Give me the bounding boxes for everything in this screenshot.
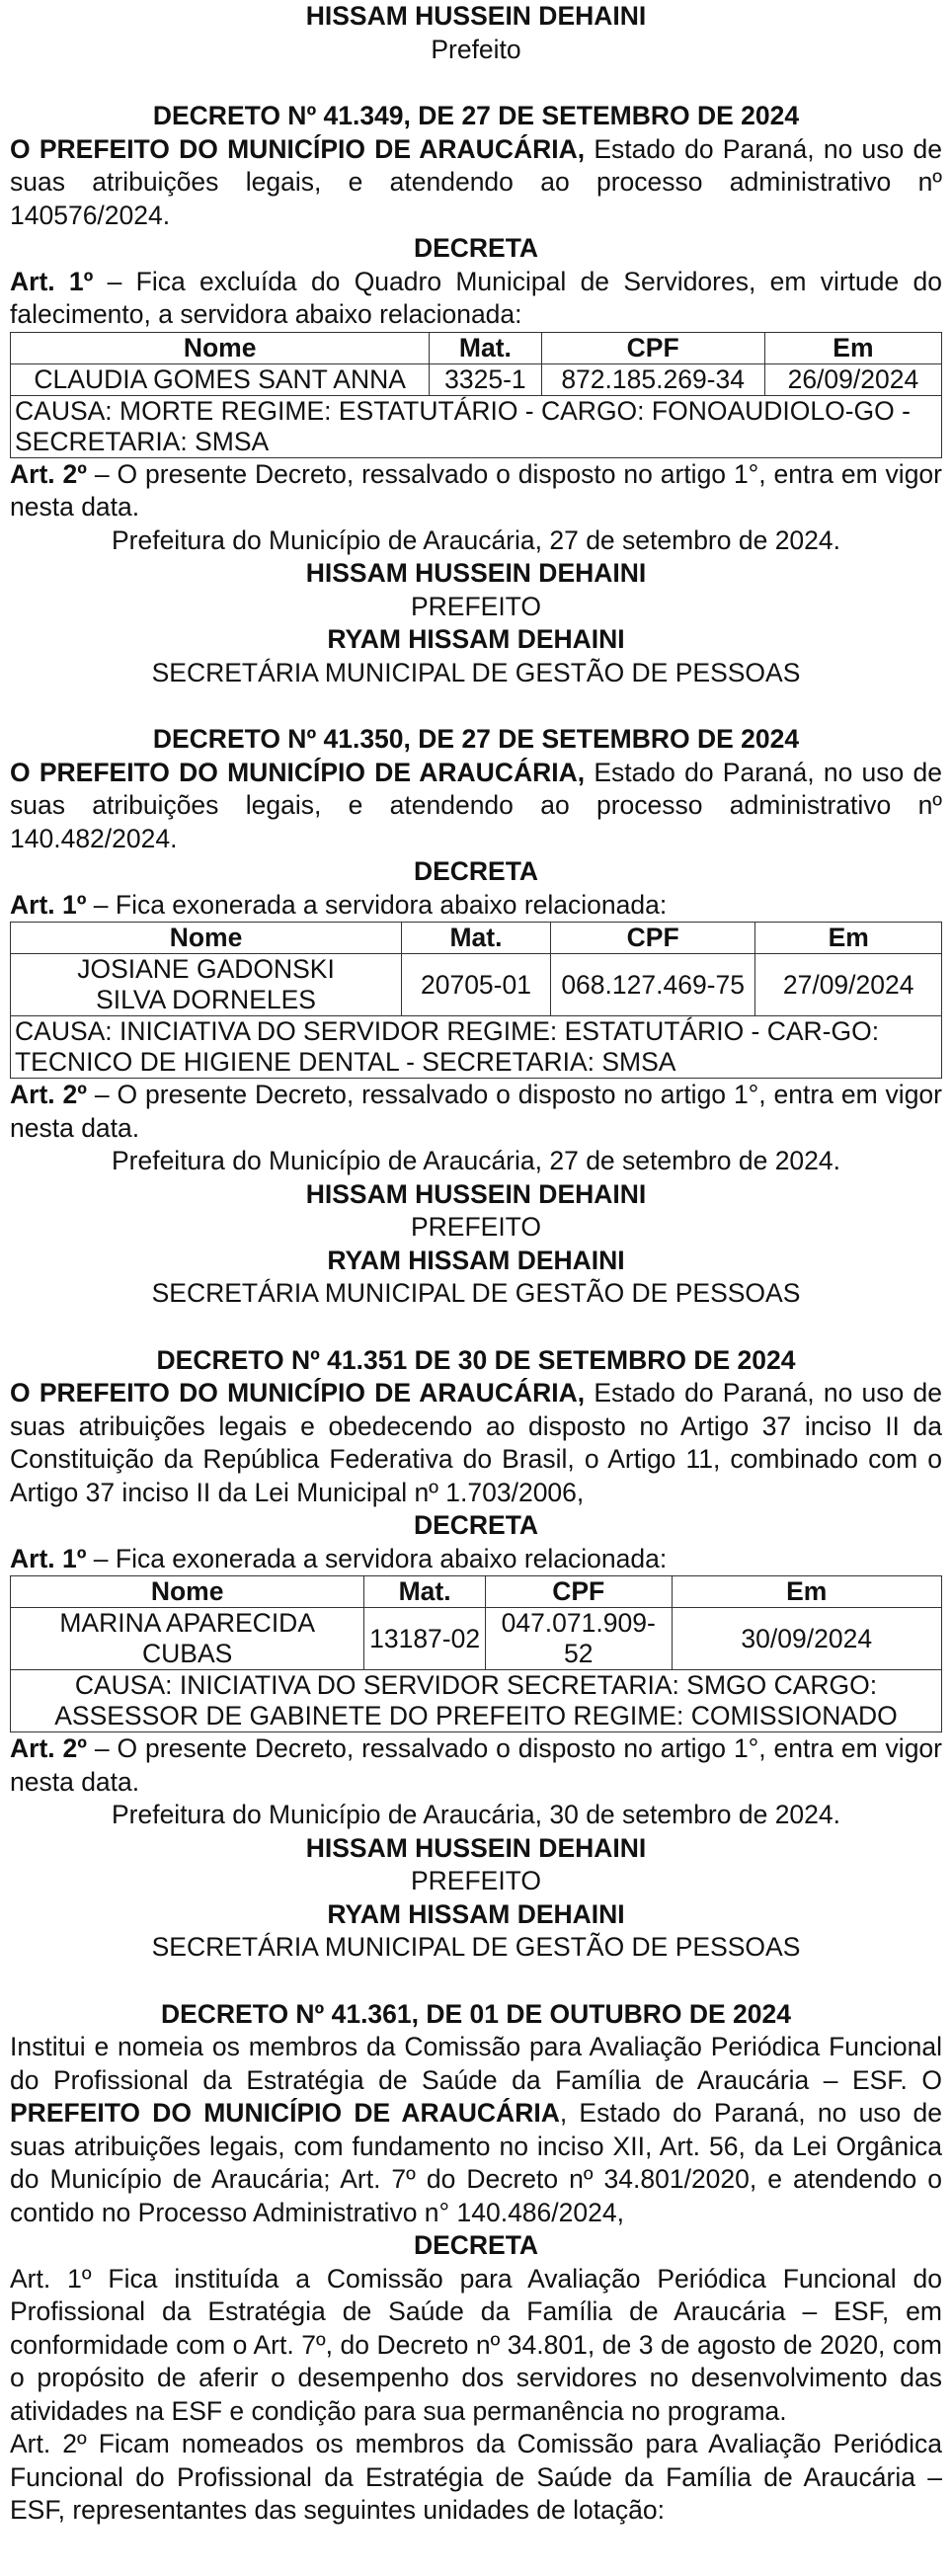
signatory-2-name: RYAM HISSAM DEHAINI [327,1898,625,1929]
decree-intro [10,757,942,856]
signatory-2-name: RYAM HISSAM DEHAINI [327,624,625,654]
decree-41361 [10,1998,942,2528]
article-2 [10,1732,942,1799]
signatory-1-name: HISSAM HUSSEIN DEHAINI [305,558,647,588]
intro-bold: PREFEITO DO MUNICÍPIO DE ARAUCÁRIA [10,2098,560,2128]
cell-cpf: 047.071.909-52 [485,1608,672,1670]
article-1 [10,266,942,332]
article-2-text: – O presente Decreto, ressalvado o disposto no artigo 1°, entra em vigor nesta data. [10,1080,942,1143]
col-header-em: Em [672,1576,942,1608]
intro-text: Estado do Paraná, no uso de suas atribuições legais, e atendendo ao processo administrativo nº 140.482/2024. [10,757,942,853]
cell-nome: JOSIANE GADONSKI SILVA DORNELES [11,954,402,1016]
article-1-text: – Fica exonerada a servidora abaixo relacionada: [86,1543,668,1573]
cell-causa: CAUSA: INICIATIVA DO SERVIDOR SECRETARIA: SMGO CARGO: ASSESSOR DE GABINETE DO PREFEITO REGIME: COMISSIONADO [11,1670,942,1732]
decree-title: DECRETO Nº 41.361, DE 01 DE OUTUBRO DE 2024 [160,1998,792,2029]
decree-title: DECRETO Nº 41.349, DE 27 DE SETEMBRO DE 2024 [152,101,800,130]
decree-41350 [10,723,942,1311]
header-role: Prefeito [431,34,521,64]
servant-table [10,1575,942,1732]
decree-41349 [10,100,942,689]
intro-text: Estado do Paraná, no uso de suas atribuições legais, e atendendo ao processo administrativo nº 140576/2024. [10,133,942,230]
cell-em: 27/09/2024 [755,954,942,1016]
header-name: HISSAM HUSSEIN DEHAINI [305,1,647,31]
cell-mat: 20705-01 [402,954,551,1016]
cell-mat: 13187-02 [364,1608,486,1670]
cell-nome: MARINA APARECIDA CUBAS [11,1608,364,1670]
signatory-1-name: HISSAM HUSSEIN DEHAINI [305,1178,647,1209]
decreta-heading: DECRETA [413,1510,539,1540]
col-header-cpf: CPF [550,923,754,954]
col-header-nome: Nome [11,923,402,954]
article-1 [10,889,942,923]
cell-cpf: 068.127.469-75 [550,954,754,1016]
col-header-mat: Mat. [402,923,551,954]
col-header-cpf: CPF [541,332,764,363]
intro-text-a: Institui e nomeia os membros da Comissão para Avaliação Periódica Funcional do Profissional da Estratégia de Saúde da Família de Araucária – ESF. O [10,2032,942,2095]
signatory-1-role: PREFEITO [410,1866,542,1895]
article-1 [10,1543,942,1576]
signatory-2-name: RYAM HISSAM DEHAINI [327,1245,625,1275]
article-2: Art. 2º Ficam nomeados os membros da Comissão para Avaliação Periódica Funcional do Profissional da Estratégia de Saúde da Família de Araucária – ESF, representantes das seguintes unidades de lotação: [10,2429,942,2525]
article-1-label: Art. 1º [10,1543,87,1573]
article-2-label: Art. 2º [10,1080,87,1109]
col-header-nome: Nome [11,1576,364,1608]
cell-mat: 3325-1 [430,363,541,395]
decree-intro [10,1377,942,1509]
cell-em: 30/09/2024 [672,1608,942,1670]
col-header-nome: Nome [11,332,430,363]
servant-table [10,332,942,458]
decree-41351 [10,1344,942,1965]
intro-text-b: , Estado do Paraná, no uso de suas atribuições legais, com fundamento no inciso XII, Art. 56, da Lei Orgânica do Município de Araucária; Art. 7º do Decreto nº 34.801/2020, e atendendo o contido no Processo Administrativo n° 140.486/2024, [10,2098,942,2227]
intro-bold: O PREFEITO DO MUNICÍPIO DE ARAUCÁRIA, [10,757,586,787]
cell-cpf: 872.185.269-34 [541,363,764,395]
col-header-mat: Mat. [364,1576,486,1608]
col-header-mat: Mat. [430,332,541,363]
intro-bold: O PREFEITO DO MUNICÍPIO DE ARAUCÁRIA, [10,133,586,164]
intro-bold: O PREFEITO DO MUNICÍPIO DE ARAUCÁRIA, [10,1378,586,1408]
decreta-heading: DECRETA [413,856,539,886]
article-2-text: – O presente Decreto, ressalvado o disposto no artigo 1°, entra em vigor nesta data. [10,458,942,522]
decreta-heading: DECRETA [413,233,539,263]
cell-causa: CAUSA: MORTE REGIME: ESTATUTÁRIO - CARGO: FONOAUDIOLO-GO -SECRETARIA: SMSA [11,395,942,457]
cell-nome: CLAUDIA GOMES SANT ANNA [11,363,430,395]
signatory-2-role: SECRETÁRIA MUNICIPAL DE GESTÃO DE PESSOAS [151,1278,801,1308]
article-1-label: Art. 1º [10,266,94,296]
table-row [11,954,942,1016]
article-2 [10,1079,942,1145]
signatory-1-role: PREFEITO [410,1212,542,1242]
decree-intro [10,2031,942,2229]
place-date: Prefeitura do Município de Araucária, 30 de setembro de 2024. [111,1800,841,1829]
article-1-text: – Fica exonerada a servidora abaixo relacionada: [86,889,668,920]
article-2-label: Art. 2º [10,458,87,489]
signatory-1-name: HISSAM HUSSEIN DEHAINI [305,1832,647,1863]
servant-table [10,922,942,1079]
signatory-1-role: PREFEITO [410,591,542,621]
signatory-2-role: SECRETÁRIA MUNICIPAL DE GESTÃO DE PESSOAS [151,1932,801,1962]
cell-em: 26/09/2024 [764,363,941,395]
decree-intro [10,133,942,233]
article-1-text: – Fica excluída do Quadro Municipal de Servidores, em virtude do falecimento, a servidora abaixo relacionada: [10,266,942,329]
decreta-heading: DECRETA [413,2230,539,2260]
table-row [11,1608,942,1670]
cell-causa: CAUSA: INICIATIVA DO SERVIDOR REGIME: ESTATUTÁRIO - CAR-GO: TECNICO DE HIGIENE DENTAL - SECRETARIA: SMSA [11,1016,942,1079]
article-2 [10,458,942,524]
decree-title: DECRETO Nº 41.350, DE 27 DE SETEMBRO DE 2024 [152,724,800,754]
place-date: Prefeitura do Município de Araucária, 27 de setembro de 2024. [111,1146,841,1175]
intro-text: Estado do Paraná, no uso de suas atribuições legais e obedecendo ao disposto no Artigo 37 inciso II da Constituição da República Federativa do Brasil, o Artigo 11, combinado com o Artigo 37 inciso II da Lei Municipal nº 1.703/2006, [10,1378,942,1507]
decree-title: DECRETO Nº 41.351 DE 30 DE SETEMBRO DE 2024 [156,1344,796,1375]
table-row [11,363,942,395]
col-header-cpf: CPF [485,1576,672,1608]
col-header-em: Em [755,923,942,954]
signatory-2-role: SECRETÁRIA MUNICIPAL DE GESTÃO DE PESSOAS [151,657,801,687]
article-2-label: Art. 2º [10,1733,87,1763]
article-1-label: Art. 1º [10,889,87,920]
place-date: Prefeitura do Município de Araucária, 27 de setembro de 2024. [111,524,841,555]
col-header-em: Em [764,332,941,363]
article-1: Art. 1º Fica instituída a Comissão para Avaliação Periódica Funcional do Profissional da Estratégia de Saúde da Família de Araucária – ESF, em conformidade com o Art. 7º, do Decreto nº 34.801, de 3 de agosto de 2020, com o propósito de aferir o desempenho dos servidores no desenvolvimento das atividades na ESF e condição para sua permanência no programa. [10,2263,942,2426]
article-2-text: – O presente Decreto, ressalvado o disposto no artigo 1°, entra em vigor nesta data. [10,1733,942,1797]
